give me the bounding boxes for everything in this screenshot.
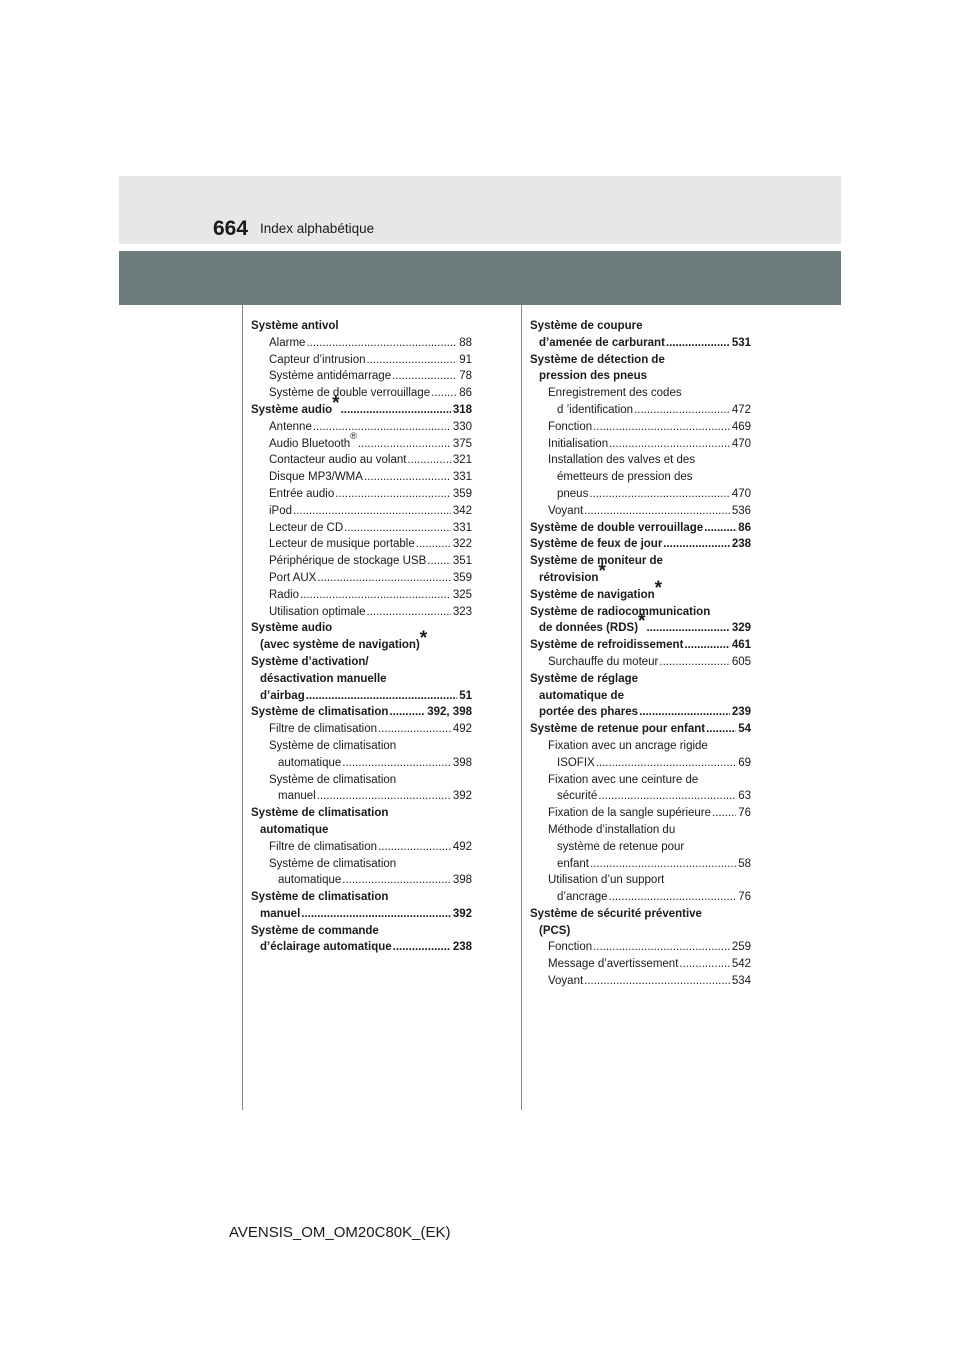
index-entry-label: émetteurs de pression des bbox=[557, 471, 693, 484]
index-entry-page: 78 bbox=[459, 370, 472, 383]
index-entry bbox=[530, 486, 751, 503]
index-entry-label: Utilisation d’un support bbox=[548, 874, 665, 887]
index-entry-label: Fonction bbox=[548, 941, 593, 954]
index-entry-page: 329 bbox=[731, 622, 751, 635]
index-entry bbox=[530, 856, 751, 873]
index-entry-page: 470 bbox=[731, 437, 751, 450]
dot-leader bbox=[343, 520, 451, 537]
index-entry-label: Surchauffe du moteur bbox=[548, 655, 659, 668]
index-entry-label: Installation des valves et des bbox=[548, 454, 696, 467]
index-entry-label: Fixation avec un ancrage rigide bbox=[548, 739, 708, 752]
index-entry-label: Entrée audio bbox=[269, 487, 335, 500]
index-entry bbox=[530, 822, 751, 839]
index-entry bbox=[251, 671, 472, 688]
index-entry-label: automatique bbox=[260, 823, 329, 836]
index-entry bbox=[251, 469, 472, 486]
index-entry-label: Fixation avec une ceinture de bbox=[548, 773, 699, 786]
index-entry-page: 605 bbox=[731, 655, 751, 668]
index-entry-page: 54 bbox=[738, 723, 751, 736]
index-entry bbox=[251, 419, 472, 436]
index-entry-label: manuel bbox=[260, 907, 301, 920]
index-entry-label: Filtre de climatisation bbox=[269, 723, 378, 736]
index-entry bbox=[530, 939, 751, 956]
index-entry-label: de données (RDS) bbox=[539, 622, 639, 635]
index-entry-label: automatique de bbox=[539, 689, 624, 702]
index-entry-page: 470 bbox=[731, 487, 751, 500]
dot-leader bbox=[292, 503, 451, 520]
index-column-1 bbox=[251, 318, 472, 956]
index-entry bbox=[251, 570, 472, 587]
index-entry-label: d’airbag bbox=[260, 689, 305, 702]
dot-leader bbox=[662, 536, 730, 553]
index-entry bbox=[530, 520, 751, 537]
index-entry-page: 63 bbox=[738, 790, 751, 803]
index-entry-page: 325 bbox=[452, 588, 472, 601]
index-entry-label: Voyant bbox=[548, 975, 584, 988]
index-entry bbox=[530, 805, 751, 822]
index-entry-label: (PCS) bbox=[539, 924, 571, 937]
asterisk-icon: * bbox=[598, 560, 606, 582]
index-entry-label: Fonction bbox=[548, 420, 593, 433]
index-entry-label: Système de climatisation bbox=[269, 857, 397, 870]
index-entry-page: 359 bbox=[452, 487, 472, 500]
dot-leader bbox=[316, 570, 451, 587]
index-entry bbox=[251, 318, 472, 335]
dot-leader bbox=[678, 956, 729, 973]
index-entry-page: 534 bbox=[731, 975, 751, 988]
index-entry-label: Système de refroidissement bbox=[530, 639, 684, 652]
index-entry-page: 392 bbox=[452, 907, 472, 920]
index-entry-label: Filtre de climatisation bbox=[269, 840, 378, 853]
index-entry-label: pneus bbox=[557, 487, 589, 500]
index-entry-label: Contacteur audio au volant bbox=[269, 454, 407, 467]
dot-leader bbox=[363, 469, 451, 486]
index-entry-label: Méthode d’installation du bbox=[548, 823, 676, 836]
dot-leader bbox=[683, 637, 729, 654]
dot-leader bbox=[426, 553, 451, 570]
index-entry bbox=[251, 452, 472, 469]
index-entry bbox=[530, 553, 751, 570]
index-entry bbox=[530, 436, 751, 453]
dot-leader bbox=[299, 587, 451, 604]
index-entry-page: 472 bbox=[731, 403, 751, 416]
index-entry-page: 69 bbox=[738, 756, 751, 769]
index-entry-page: 492 bbox=[452, 840, 472, 853]
asterisk-icon: * bbox=[419, 628, 428, 650]
index-entry bbox=[251, 839, 472, 856]
dot-leader bbox=[316, 788, 451, 805]
index-entry bbox=[251, 368, 472, 385]
index-entry-page: 238 bbox=[452, 941, 472, 954]
dot-leader bbox=[633, 402, 730, 419]
index-entry bbox=[530, 906, 751, 923]
dot-leader bbox=[391, 368, 457, 385]
index-entry bbox=[530, 839, 751, 856]
index-entry-label: Disque MP3/WMA bbox=[269, 471, 363, 484]
index-entry-page: 392 bbox=[452, 790, 472, 803]
index-entry bbox=[530, 704, 751, 721]
dot-leader bbox=[305, 335, 457, 352]
index-entry bbox=[530, 923, 751, 940]
asterisk-icon: * bbox=[332, 392, 340, 414]
dot-leader bbox=[430, 385, 457, 402]
index-entry-page: 86 bbox=[738, 521, 751, 534]
index-entry bbox=[530, 503, 751, 520]
index-entry-label: Audio Bluetooth bbox=[269, 437, 351, 450]
dot-leader bbox=[608, 889, 737, 906]
index-entry-label: système de retenue pour bbox=[557, 840, 685, 853]
index-entry bbox=[251, 688, 472, 705]
index-entry-label: Système de coupure bbox=[530, 320, 643, 332]
index-entry-label: Système de retenue pour enfant bbox=[530, 723, 706, 736]
index-entry-label: manuel bbox=[278, 790, 316, 803]
index-entry-label: Système de climatisation bbox=[251, 807, 389, 820]
index-entry-label: Système de réglage bbox=[530, 672, 639, 685]
index-entry bbox=[251, 805, 472, 822]
index-entry-label: pression des pneus bbox=[539, 370, 648, 383]
index-entry-page: 398 bbox=[452, 874, 472, 887]
index-entry bbox=[251, 772, 472, 789]
index-entry-page: 330 bbox=[452, 420, 472, 433]
index-entry bbox=[251, 335, 472, 352]
index-entry bbox=[251, 486, 472, 503]
dot-leader bbox=[366, 604, 451, 621]
index-entry-label: Système de sécurité préventive bbox=[530, 907, 702, 920]
index-entry-page: 375 bbox=[452, 437, 472, 450]
dot-leader bbox=[638, 704, 730, 721]
index-entry-label: Système de commande bbox=[251, 924, 379, 937]
index-entry bbox=[251, 553, 472, 570]
index-entry-label: rétrovision bbox=[539, 571, 599, 584]
index-entry-page: 342 bbox=[452, 504, 472, 517]
dot-leader bbox=[711, 805, 736, 822]
index-entry-label: Système de feux de jour bbox=[530, 538, 663, 551]
dot-leader bbox=[305, 688, 457, 705]
index-entry-label: Système de climatisation bbox=[251, 891, 389, 904]
index-entry bbox=[530, 368, 751, 385]
index-entry-label: Antenne bbox=[269, 420, 312, 433]
index-entry bbox=[530, 654, 751, 671]
index-entry bbox=[251, 385, 472, 402]
index-entry-page: 542 bbox=[731, 958, 751, 971]
index-entry bbox=[530, 402, 751, 419]
index-entry bbox=[251, 620, 472, 637]
index-entry-page: 331 bbox=[452, 521, 472, 534]
index-entry-label: Alarme bbox=[269, 336, 306, 349]
index-entry-label: portée des phares bbox=[539, 706, 639, 719]
index-entry-label: Lecteur de musique portable bbox=[269, 538, 415, 551]
dot-leader bbox=[592, 419, 730, 436]
index-entry bbox=[530, 772, 751, 789]
dot-leader bbox=[588, 486, 729, 503]
dot-leader bbox=[388, 704, 425, 721]
dot-leader bbox=[377, 839, 451, 856]
index-entry-page: 91 bbox=[459, 353, 472, 366]
index-entry bbox=[530, 721, 751, 738]
dot-leader bbox=[300, 906, 451, 923]
dot-leader bbox=[592, 939, 730, 956]
index-entry bbox=[251, 939, 472, 956]
index-entry bbox=[530, 385, 751, 402]
index-entry-label: d’amenée de carburant bbox=[539, 336, 665, 349]
index-entry-label: enfant bbox=[557, 857, 589, 870]
column-divider-left bbox=[242, 305, 243, 1110]
index-entry bbox=[251, 923, 472, 940]
index-column-2 bbox=[530, 318, 751, 990]
dot-leader bbox=[583, 503, 730, 520]
index-entry-page: 351 bbox=[452, 555, 472, 568]
dot-leader bbox=[366, 352, 458, 369]
index-entry-label: iPod bbox=[269, 504, 293, 517]
index-entry-label: Système de climatisation bbox=[269, 739, 397, 752]
index-entry-label: automatique bbox=[278, 756, 342, 769]
index-entry-page: 259 bbox=[731, 941, 751, 954]
dot-leader bbox=[589, 856, 736, 873]
index-entry bbox=[530, 973, 751, 990]
index-entry-label: Système de climatisation bbox=[269, 773, 397, 786]
index-entry bbox=[251, 788, 472, 805]
index-entry-label: Lecteur de CD bbox=[269, 521, 344, 534]
index-entry-label: Initialisation bbox=[548, 437, 609, 450]
index-entry bbox=[530, 352, 751, 369]
dot-leader bbox=[340, 402, 451, 419]
index-entry-label: Système d’activation/ bbox=[251, 655, 369, 668]
dot-leader bbox=[415, 536, 451, 553]
index-entry-label: Capteur d’intrusion bbox=[269, 353, 366, 366]
index-entry-label: Radio bbox=[269, 588, 300, 601]
index-entry-label: Message d’avertissement bbox=[548, 958, 679, 971]
index-entry-page: 398 bbox=[452, 756, 472, 769]
dot-leader bbox=[608, 436, 730, 453]
index-entry-label: Système audio bbox=[251, 622, 333, 635]
index-entry bbox=[251, 352, 472, 369]
index-entry-label: sécurité bbox=[557, 790, 598, 803]
index-entry-label: Système antivol bbox=[251, 320, 339, 332]
index-entry bbox=[530, 419, 751, 436]
dot-leader bbox=[334, 486, 451, 503]
dot-leader bbox=[341, 755, 451, 772]
index-entry bbox=[251, 430, 472, 453]
index-entry bbox=[530, 318, 751, 335]
index-entry-label: Système antidémarrage bbox=[269, 370, 392, 383]
document-code: AVENSIS_OM_OM20C80K_(EK) bbox=[229, 1224, 451, 1241]
index-entry bbox=[251, 604, 472, 621]
dot-leader bbox=[658, 654, 729, 671]
dot-leader bbox=[597, 788, 736, 805]
index-entry-label: Système de climatisation bbox=[251, 706, 389, 719]
index-entry bbox=[251, 587, 472, 604]
dot-leader bbox=[377, 721, 451, 738]
index-entry-page: 531 bbox=[731, 336, 751, 349]
index-entry bbox=[251, 536, 472, 553]
index-entry bbox=[251, 503, 472, 520]
dot-leader bbox=[583, 973, 730, 990]
page-title: Index alphabétique bbox=[260, 221, 375, 236]
index-entry-page: 322 bbox=[452, 538, 472, 551]
index-entry-label: Système audio bbox=[251, 403, 333, 416]
dot-leader bbox=[705, 721, 736, 738]
index-entry bbox=[530, 738, 751, 755]
index-entry-page: 331 bbox=[452, 471, 472, 484]
index-entry bbox=[251, 704, 472, 721]
index-entry bbox=[530, 872, 751, 889]
dot-leader bbox=[357, 436, 451, 453]
index-entry-page: 86 bbox=[459, 387, 472, 400]
index-entry bbox=[251, 520, 472, 537]
dot-leader bbox=[645, 620, 729, 637]
index-entry-page: 536 bbox=[731, 504, 751, 517]
header-bar bbox=[119, 251, 841, 305]
registered-mark: ® bbox=[350, 430, 357, 441]
asterisk-icon: * bbox=[654, 577, 663, 599]
dot-leader bbox=[406, 452, 450, 469]
index-entry bbox=[251, 738, 472, 755]
index-entry bbox=[530, 637, 751, 654]
index-entry-label: Utilisation optimale bbox=[269, 605, 366, 618]
index-entry-page: 469 bbox=[731, 420, 751, 433]
index-entry bbox=[251, 906, 472, 923]
page-number: 664 bbox=[213, 217, 249, 240]
index-entry-label: Voyant bbox=[548, 504, 584, 517]
index-entry-label: ISOFIX bbox=[557, 756, 595, 769]
index-entry bbox=[251, 721, 472, 738]
index-entry bbox=[530, 469, 751, 486]
index-entry bbox=[530, 788, 751, 805]
dot-leader bbox=[703, 520, 736, 537]
index-entry-label: d ’identification bbox=[557, 403, 634, 416]
index-entry bbox=[530, 755, 751, 772]
index-entry-label: Système de radiocommunication bbox=[530, 605, 711, 618]
index-entry bbox=[530, 688, 751, 705]
index-entry-label: Enregistrement des codes bbox=[548, 387, 682, 400]
index-entry-label: Système de détection de bbox=[530, 353, 665, 366]
index-entry bbox=[530, 671, 751, 688]
index-entry bbox=[251, 822, 472, 839]
index-entry-page: 318 bbox=[452, 403, 472, 416]
index-entry-page: 58 bbox=[738, 857, 751, 870]
column-divider-right bbox=[521, 305, 522, 1110]
dot-leader bbox=[595, 755, 737, 772]
index-entry-page: 461 bbox=[731, 639, 751, 652]
index-entry-page: 239 bbox=[731, 706, 751, 719]
index-entry-label: désactivation manuelle bbox=[260, 672, 387, 685]
index-entry-page: 492 bbox=[452, 723, 472, 736]
index-entry-page: 51 bbox=[459, 689, 472, 702]
index-entry-label: d’éclairage automatique bbox=[260, 941, 392, 954]
index-entry-label: automatique bbox=[278, 874, 342, 887]
asterisk-icon: * bbox=[638, 611, 646, 633]
index-entry-page: 392, 398 bbox=[427, 706, 472, 719]
index-entry-page: 238 bbox=[731, 538, 751, 551]
index-entry bbox=[251, 889, 472, 906]
dot-leader bbox=[392, 939, 451, 956]
index-entry-label: Système de navigation bbox=[530, 588, 655, 601]
index-entry bbox=[530, 956, 751, 973]
index-entry-label: d’ancrage bbox=[557, 891, 608, 904]
index-entry-label: Système de double verrouillage bbox=[269, 387, 431, 400]
dot-leader bbox=[665, 335, 730, 352]
index-entry-page: 76 bbox=[738, 807, 751, 820]
index-entry bbox=[251, 872, 472, 889]
index-entry-label: Fixation de la sangle supérieure bbox=[548, 807, 712, 820]
index-entry-page: 321 bbox=[452, 454, 472, 467]
index-entry-label: (avec système de navigation) bbox=[260, 639, 420, 652]
index-entry bbox=[251, 654, 472, 671]
index-entry bbox=[530, 889, 751, 906]
index-entry-page: 323 bbox=[452, 605, 472, 618]
index-entry bbox=[530, 452, 751, 469]
index-entry bbox=[530, 536, 751, 553]
index-entry-page: 76 bbox=[738, 891, 751, 904]
index-entry-page: 359 bbox=[452, 571, 472, 584]
index-entry-label: Système de moniteur de bbox=[530, 555, 663, 568]
index-entry-label: Port AUX bbox=[269, 571, 317, 584]
index-entry bbox=[530, 335, 751, 352]
index-entry-label: Système de double verrouillage bbox=[530, 521, 704, 534]
index-entry-label: Périphérique de stockage USB bbox=[269, 555, 427, 568]
dot-leader bbox=[312, 419, 451, 436]
index-entry-page: 88 bbox=[459, 336, 472, 349]
dot-leader bbox=[341, 872, 451, 889]
index-entry bbox=[251, 755, 472, 772]
index-entry bbox=[251, 856, 472, 873]
